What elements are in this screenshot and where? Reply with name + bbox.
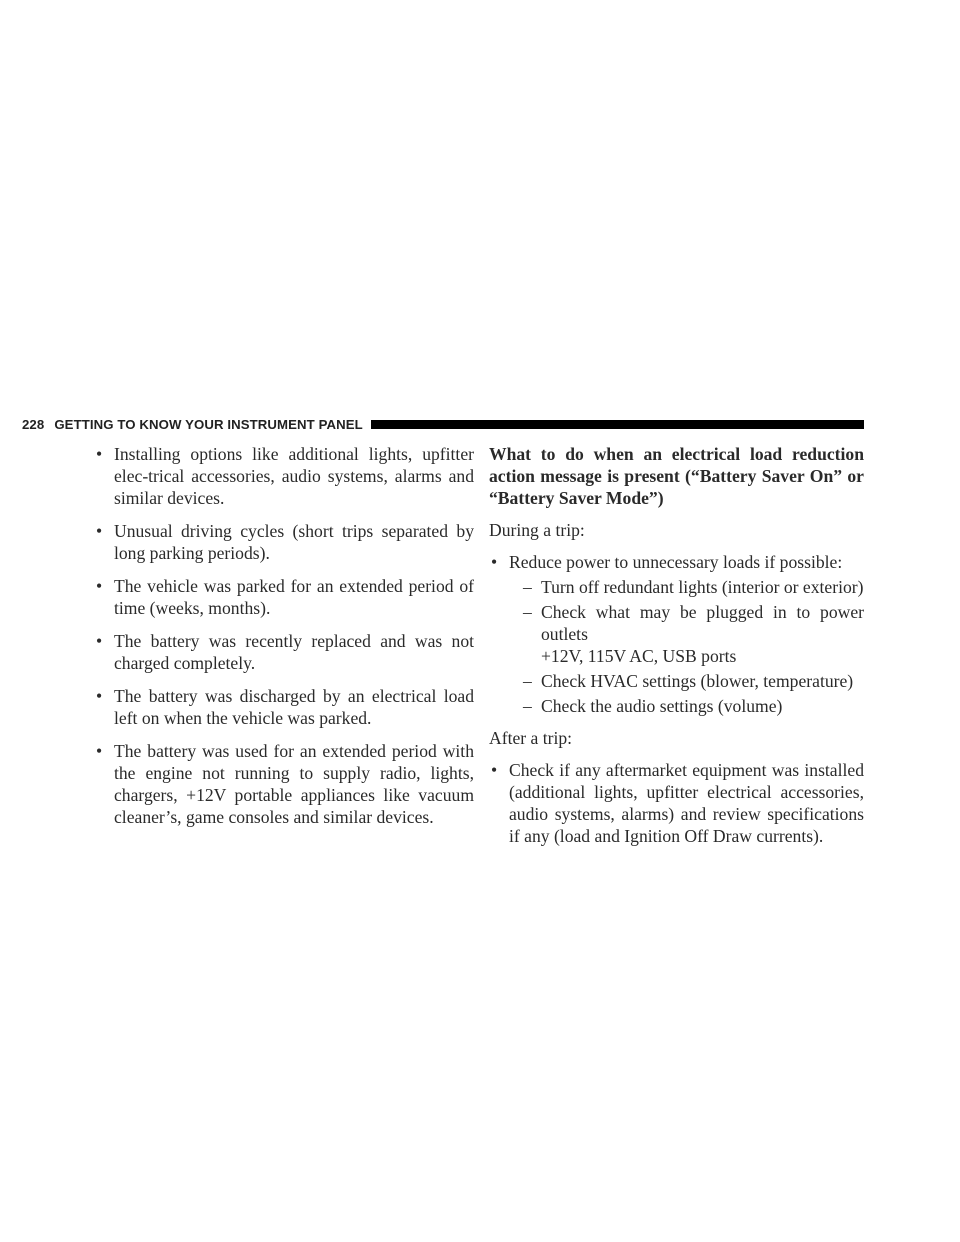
sub-list-item-text: Turn off redundant lights (interior or exterior) bbox=[541, 577, 864, 597]
sub-list-item bbox=[509, 670, 864, 692]
during-trip-label: During a trip: bbox=[489, 520, 585, 540]
dash-icon: – bbox=[523, 577, 532, 597]
sub-list-item-continuation: +12V, 115V AC, USB ports bbox=[541, 646, 737, 666]
list-item-text: Check if any aftermarket equipment was installed (additional lights, upfitter electrical accessories, audio systems, alarms) and review specifications if any (load and Ignition Off Draw currents). bbox=[509, 760, 864, 846]
list-item bbox=[94, 443, 474, 509]
bullet-icon: • bbox=[491, 760, 498, 780]
sub-list-item-text: Check the audio settings (volume) bbox=[541, 696, 783, 716]
dash-icon: – bbox=[523, 671, 532, 691]
bullet-icon: • bbox=[491, 552, 498, 572]
list-item-text: The battery was recently replaced and was not charged completely. bbox=[114, 631, 474, 673]
list-item bbox=[489, 759, 864, 847]
sub-list-item-text: Check HVAC settings (blower, temperature) bbox=[541, 671, 854, 691]
list-item bbox=[94, 575, 474, 619]
page-header bbox=[22, 414, 864, 434]
bullet-icon: • bbox=[96, 444, 103, 464]
after-trip-label: After a trip: bbox=[489, 728, 573, 748]
page-number: 228 bbox=[22, 416, 45, 432]
bullet-icon: • bbox=[96, 521, 103, 541]
sub-list bbox=[509, 576, 864, 717]
header-rule bbox=[371, 420, 864, 429]
dash-icon: – bbox=[523, 602, 532, 622]
list-item-text: Reduce power to unnecessary loads if possible: bbox=[509, 552, 843, 572]
causes-list bbox=[94, 443, 474, 828]
section-title: GETTING TO KNOW YOUR INSTRUMENT PANEL bbox=[54, 416, 363, 432]
list-item bbox=[94, 520, 474, 564]
section-heading: What to do when an electrical load reduction action message is present (“Battery Saver On” or “Battery Saver Mode”) bbox=[489, 444, 864, 508]
list-item-text: Installing options like additional lights, upfitter elec-trical accessories, audio systems, alarms and similar devices. bbox=[114, 444, 474, 508]
sub-list-item bbox=[509, 601, 864, 667]
dash-icon: – bbox=[523, 696, 532, 716]
during-trip-list bbox=[489, 551, 864, 717]
sub-list-item bbox=[509, 576, 864, 598]
sub-list-item-text: Check what may be plugged in to power outlets bbox=[541, 602, 864, 644]
bullet-icon: • bbox=[96, 576, 103, 596]
list-item-text: Unusual driving cycles (short trips separated by long parking periods). bbox=[114, 521, 474, 563]
list-item-text: The battery was used for an extended period with the engine not running to supply radio, lights, chargers, +12V portable appliances like vacuum cleaner’s, game consoles and similar devices. bbox=[114, 741, 474, 827]
bullet-icon: • bbox=[96, 741, 103, 761]
sub-list-item bbox=[509, 695, 864, 717]
left-column bbox=[94, 443, 474, 839]
right-column bbox=[489, 443, 864, 857]
list-item bbox=[94, 740, 474, 828]
list-item bbox=[489, 551, 864, 717]
list-item bbox=[94, 685, 474, 729]
bullet-icon: • bbox=[96, 686, 103, 706]
bullet-icon: • bbox=[96, 631, 103, 651]
list-item-text: The vehicle was parked for an extended period of time (weeks, months). bbox=[114, 576, 474, 618]
list-item bbox=[94, 630, 474, 674]
list-item-text: The battery was discharged by an electrical load left on when the vehicle was parked. bbox=[114, 686, 474, 728]
after-trip-list bbox=[489, 759, 864, 847]
